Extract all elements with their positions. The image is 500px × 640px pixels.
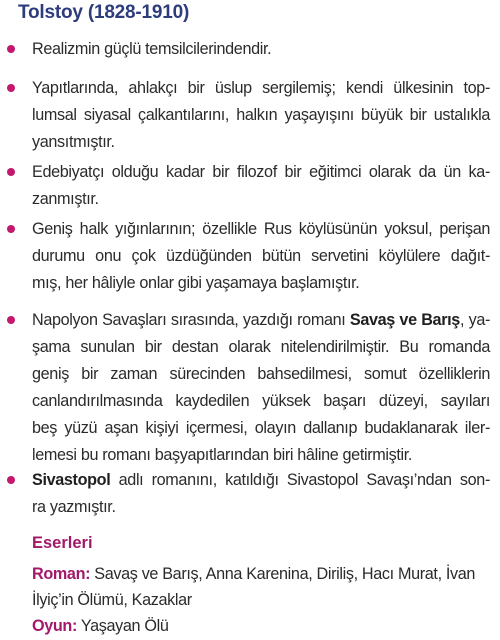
- page-title: Tolstoy (1828-1910): [18, 2, 190, 23]
- list-item: [32, 307, 490, 469]
- list-item-line: geniş bir zaman sürecinden bahsedilmesi, somut özelliklerin: [32, 365, 490, 383]
- list-item-line: ra yazmıştır.: [32, 498, 116, 516]
- list-item-line: zanmıştır.: [32, 190, 99, 208]
- list-item-line: Yapıtlarında, ahlakçı bir üslup sergilemiş; kendi ülkesinin top-: [32, 79, 490, 97]
- list-item-line: yansıtmıştır.: [32, 133, 115, 151]
- list-item-line: [32, 307, 490, 334]
- roman-label: Roman:: [32, 565, 91, 583]
- oyun-label: Oyun:: [32, 617, 78, 635]
- works-line: [32, 613, 490, 639]
- oyun-list: Yaşayan Ölü: [77, 617, 169, 635]
- list-item: [32, 216, 490, 297]
- list-item: [32, 75, 490, 156]
- list-item-line: beş yüzü aşan kişiyi içermesi, olayın dallanıp budaklanarak iler-: [32, 419, 490, 437]
- bullet-dot: [7, 225, 15, 233]
- roman-list: Savaş ve Barış, Anna Karenina, Diriliş, Hacı Murat, İvan: [90, 565, 476, 583]
- list-item-line: Realizmin güçlü temsilcilerindendir.: [32, 40, 272, 58]
- bullet-dot: [7, 84, 15, 92]
- list-item-line: [32, 467, 490, 494]
- list-item-line: lemesi bu romanı başyapıtlarından biri hâline getirmiştir.: [32, 446, 413, 464]
- list-item: [32, 159, 490, 213]
- bullet-dot: [7, 168, 15, 176]
- text-run: , ya-: [459, 311, 491, 329]
- list-item-line: canlandırılmasında kaydedilen yüksek başarı düzeyi, sayıları: [32, 392, 490, 410]
- bullet-dot: [7, 45, 15, 53]
- list-item: [32, 467, 490, 521]
- text-run: Napolyon Savaşları sırasında, yazdığı romanı: [32, 311, 350, 329]
- bullet-dot: [7, 316, 15, 324]
- works-line: İlyiç’in Ölümü, Kazaklar: [32, 591, 192, 609]
- works-oyun: [32, 613, 490, 639]
- list-item-line: şama sunulan bir destan olarak nitelendirilmiştir. Bu romanda: [32, 338, 490, 356]
- bullet-dot: [7, 476, 15, 484]
- text-run: adlı romanını, katıldığı Sivastopol Savaşı’ndan son-: [110, 471, 490, 489]
- works-heading: Eserleri: [32, 534, 93, 552]
- list-item: [32, 36, 490, 63]
- list-item-line: Geniş halk yığınlarının; özellikle Rus köylüsünün yoksul, perişan: [32, 220, 490, 238]
- novel-title: Sivastopol: [32, 471, 111, 489]
- works-line: [32, 561, 490, 587]
- list-item-line: durumu onu çok üzdüğünden bütün servetini köylülere dağıt-: [32, 247, 490, 265]
- list-item-line: lumsal siyasal çalkantılarını, halkın yaşayışını büyük bir ustalıkla: [32, 106, 490, 124]
- novel-title: Savaş ve Barış: [349, 311, 460, 329]
- list-item-line: Edebiyatçı olduğu kadar bir filozof bir eğitimci olarak da ün ka-: [32, 163, 490, 181]
- list-item-line: mış, her hâliyle onlar gibi yaşamaya başlamıştır.: [32, 274, 360, 292]
- works-roman: [32, 561, 490, 613]
